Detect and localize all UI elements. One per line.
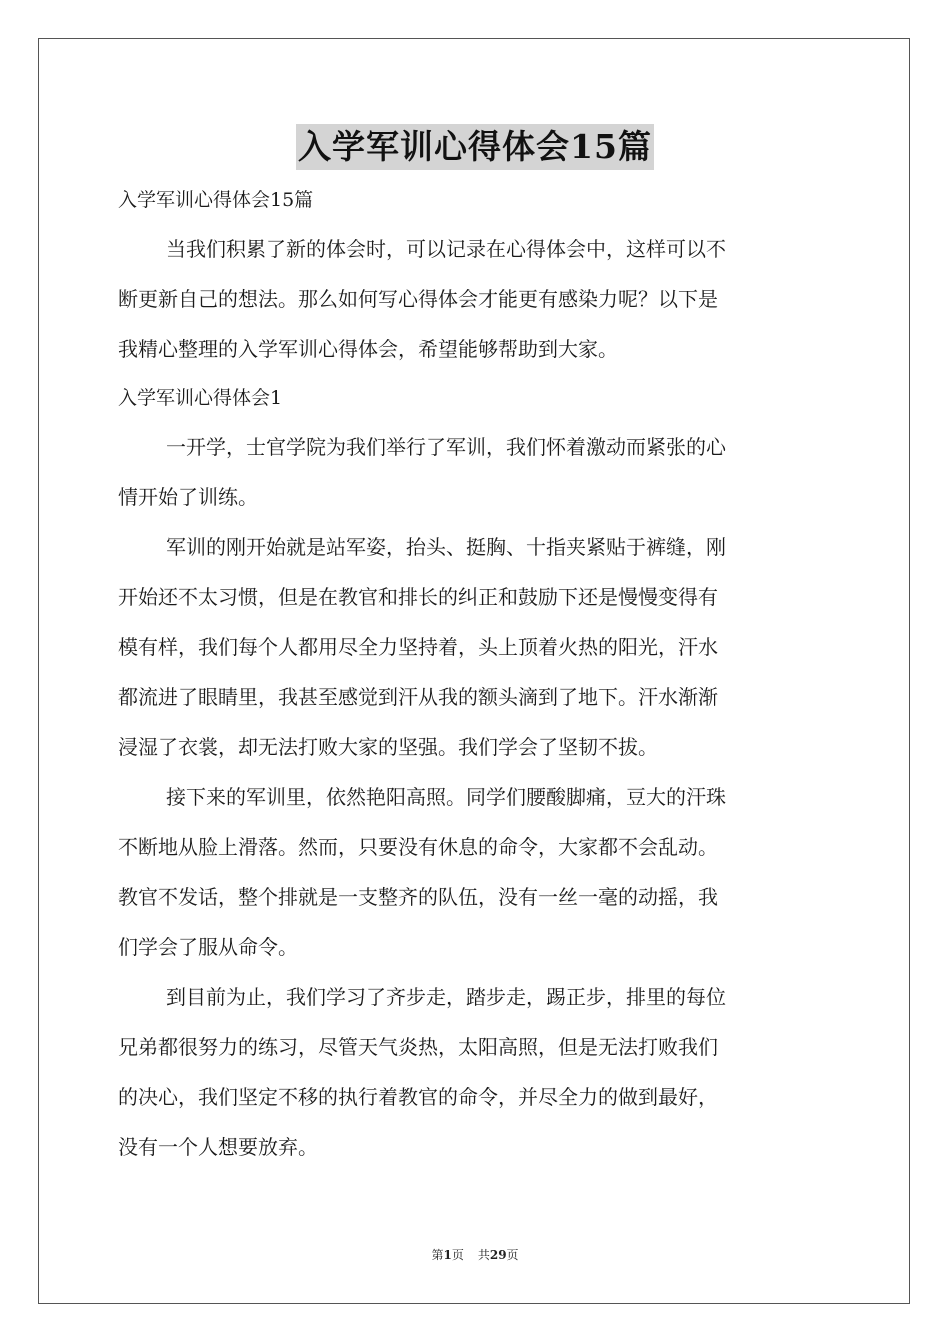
text-line: 模有样，我们每个人都用尽全力坚持着，头上顶着火热的阳光，汗水 bbox=[118, 635, 718, 659]
page-prefix: 第 bbox=[431, 1248, 444, 1262]
document-body bbox=[118, 176, 834, 1172]
text-line: 浸湿了衣裳，却无法打败大家的坚强。我们学会了坚韧不拔。 bbox=[118, 735, 658, 759]
title-container bbox=[0, 124, 950, 170]
current-page-number: 1 bbox=[443, 1248, 452, 1262]
paragraph-4 bbox=[118, 972, 834, 1172]
text-line: 当我们积累了新的体会时，可以记录在心得体会中，这样可以不 bbox=[166, 237, 726, 261]
document-title: 入学军训心得体会15篇 bbox=[296, 124, 654, 170]
total-prefix: 共 bbox=[477, 1248, 490, 1262]
text-line: 断更新自己的想法。那么如何写心得体会才能更有感染力呢？以下是 bbox=[118, 287, 718, 311]
section-heading: 入学军训心得体会1 bbox=[118, 387, 283, 409]
text-line: 情开始了训练。 bbox=[118, 485, 258, 509]
text-line: 们学会了服从命令。 bbox=[118, 935, 298, 959]
page-suffix: 页 bbox=[451, 1248, 464, 1262]
text-line: 开始还不太习惯，但是在教官和排长的纠正和鼓励下还是慢慢变得有 bbox=[118, 585, 718, 609]
document-subtitle: 入学军训心得体会15篇 bbox=[118, 189, 314, 211]
total-page-number: 29 bbox=[489, 1248, 507, 1262]
total-suffix: 页 bbox=[506, 1248, 519, 1262]
paragraph-3 bbox=[118, 772, 834, 972]
intro-paragraph bbox=[118, 224, 834, 374]
text-line: 到目前为止，我们学习了齐步走，踏步走，踢正步，排里的每位 bbox=[166, 985, 726, 1009]
paragraph-1 bbox=[118, 422, 834, 522]
text-line: 都流进了眼睛里，我甚至感觉到汗从我的额头滴到了地下。汗水渐渐 bbox=[118, 685, 718, 709]
text-line: 的决心，我们坚定不移的执行着教官的命令，并尽全力的做到最好， bbox=[118, 1085, 718, 1109]
text-line: 接下来的军训里，依然艳阳高照。同学们腰酸脚痛，豆大的汗珠 bbox=[166, 785, 726, 809]
text-line: 兄弟都很努力的练习，尽管天气炎热，太阳高照，但是无法打败我们 bbox=[118, 1035, 718, 1059]
paragraph-2 bbox=[118, 522, 834, 772]
text-line: 没有一个人想要放弃。 bbox=[118, 1135, 318, 1159]
text-line: 教官不发话，整个排就是一支整齐的队伍，没有一丝一毫的动摇，我 bbox=[118, 885, 718, 909]
text-line: 军训的刚开始就是站军姿，抬头、挺胸、十指夹紧贴于裤缝，刚 bbox=[166, 535, 726, 559]
text-line: 一开学，士官学院为我们举行了军训，我们怀着激动而紧张的心 bbox=[166, 435, 726, 459]
text-line: 我精心整理的入学军训心得体会，希望能够帮助到大家。 bbox=[118, 337, 618, 361]
text-line: 不断地从脸上滑落。然而，只要没有休息的命令，大家都不会乱动。 bbox=[118, 835, 718, 859]
page-footer bbox=[0, 1246, 950, 1264]
